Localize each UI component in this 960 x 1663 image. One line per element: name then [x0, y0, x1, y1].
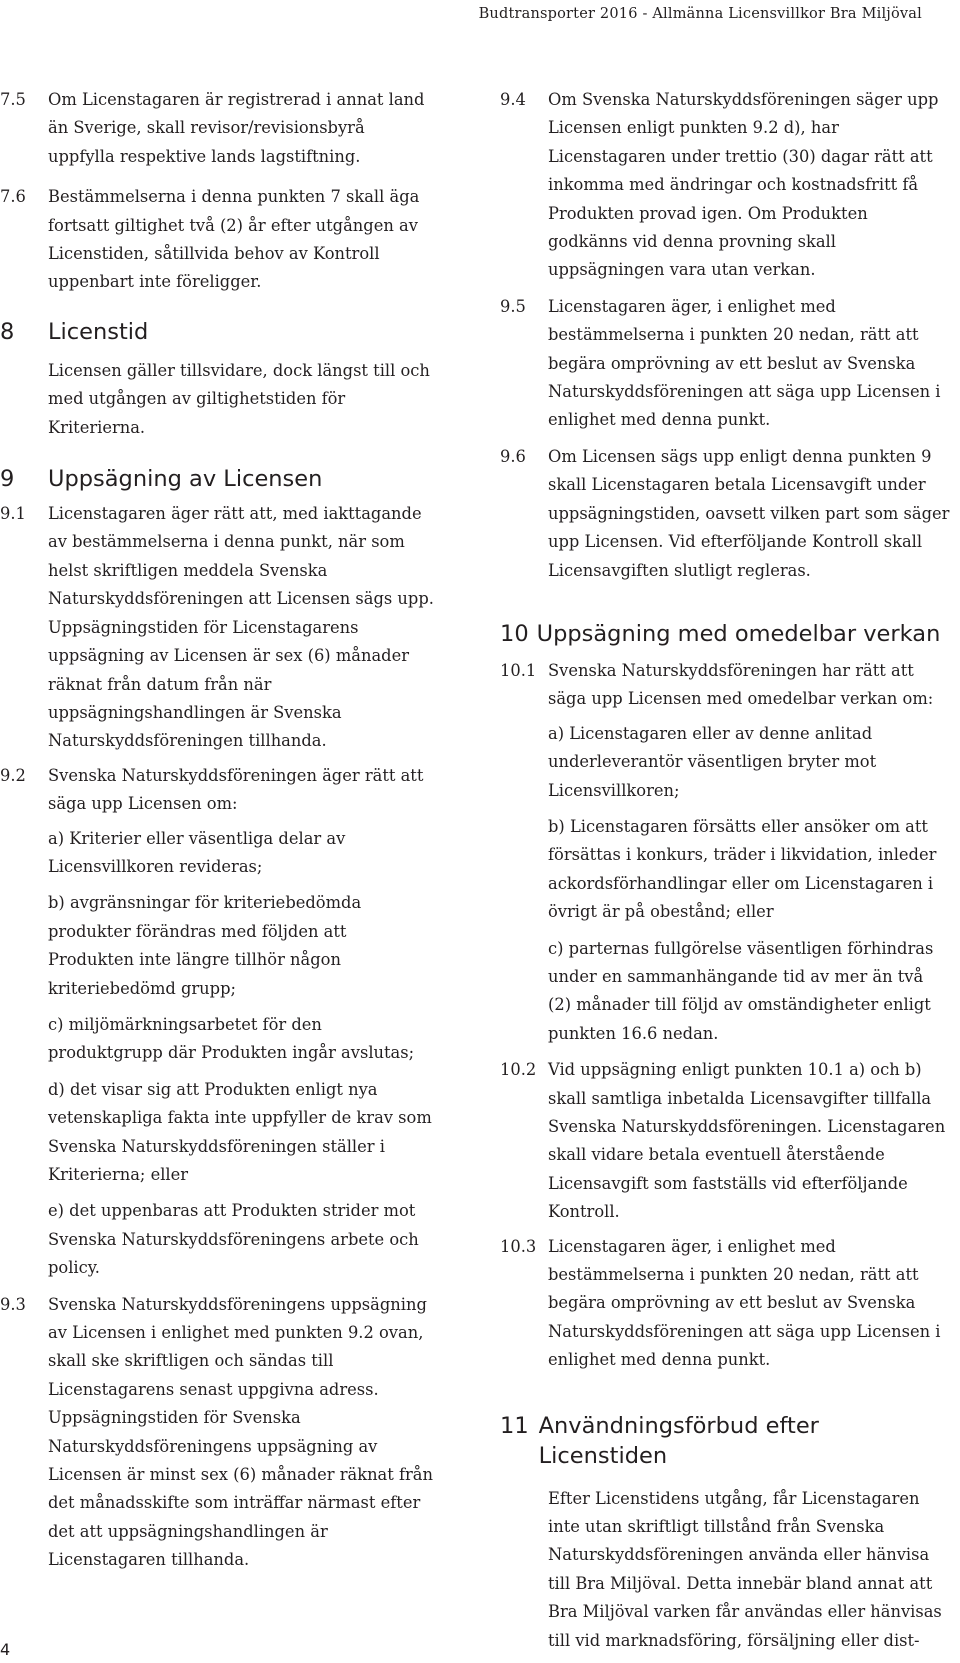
clause-number: 10.1: [500, 660, 537, 680]
clause-text: Svenska Naturskyddsföreningens uppsägning av Licensen i enlighet med punkten 9.2 ovan, skall ske skriftligen och sändas till Licenstagarens senast uppgivna adress. Uppsägningstiden för Svenska Naturskyddsföreningens uppsägning av Licensen är minst sex (6) månader räknat från det månadsskifte som inträffar närmast efter det att uppsägningshandlingen är Licenstagaren tillhanda.: [48, 1294, 433, 1570]
clause-text: Licenstagaren äger, i enlighet med bestämmelserna i punkten 20 nedan, rätt att begära omprövning av ett beslut av Svenska Naturskyddsföreningen att säga upp Licensen i enlighet med denna punkt.: [548, 1236, 941, 1370]
clause-text: Om Licenstagaren är registrerad i annat land än Sverige, skall revisor/revisionsbyrå uppfylla respektive lands lagstiftning.: [48, 90, 425, 166]
heading-title: Användningsförbud efter Licenstiden: [538, 1412, 819, 1469]
heading-number: 10: [500, 620, 529, 647]
clause-9-5: [500, 293, 950, 435]
section-heading-8: [0, 317, 436, 347]
clause-number: 9.4: [500, 90, 526, 109]
section-11-text: Efter Licenstidens utgång, får Licenstagaren inte utan skriftligt tillstånd från Svenska Naturskyddsföreningen använda eller hänvisa till Bra Miljöval. Detta innebär bland annat att Bra Miljöval varken får användas eller hänvisas till vid marknadsföring, försäljning eller dist-: [548, 1488, 942, 1650]
clause-number: 10.2: [500, 1060, 537, 1080]
clause-7-5: [0, 86, 436, 171]
list-item: c) parternas fullgörelse väsentligen förhindras under en sammanhängande tid av mer än två (2) månader till följd av omständigheter enligt punkten 16.6 nedan.: [548, 938, 934, 1043]
section-heading-9: [0, 464, 436, 494]
clause-9-3: [0, 1291, 436, 1575]
clause-number: 9.6: [500, 446, 526, 466]
clause-text: Licenstagaren äger, i enlighet med bestämmelserna i punkten 20 nedan, rätt att begära omprövning av ett beslut av Svenska Naturskyddsföreningen att säga upp Licensen i enlighet med denna punkt.: [548, 296, 941, 430]
list-item: a) Licenstagaren eller av denne anlitad underleverantör väsentligen bryter mot Licensvillkoren;: [548, 723, 877, 800]
clause-text: Om Licensen sägs upp enligt denna punkten 9 skall Licenstagaren betala Licensavgift under uppsägningstiden, oavsett vilken part som säger upp Licensen. Vid efterföljande Kontroll skall Licensavgiften slutligt regleras.: [548, 446, 950, 580]
clause-number: 9.1: [0, 504, 26, 524]
list-item: d) det visar sig att Produkten enligt nya vetenskapliga fakta inte uppfyller de krav som Svenska Naturskyddsföreningen ställer i Kriterierna; eller: [48, 1079, 432, 1184]
heading-title: Uppsägning med omedelbar verkan: [536, 620, 941, 647]
list-item: b) Licenstagaren försätts eller ansöker om att försättas i konkurs, träder i likvidation, inleder ackordsförhandlingar eller om Licenstagaren i övrigt är på obestånd; eller: [548, 816, 937, 922]
page-header: Budtransporter 2016 - Allmänna Licensvillkor Bra Miljöval: [478, 6, 922, 22]
clause-10-1: [500, 657, 950, 714]
clause-7-6: [0, 183, 436, 297]
clause-text: Om Svenska Naturskyddsföreningen säger upp Licensen enligt punkten 9.2 d), har Licenstagaren under trettio (30) dagar rätt att inkomma med ändringar och kostnadsfritt få Produkten provad igen. Om Produkten godkänns vid denna provning skall uppsägningen vara utan verkan.: [548, 90, 939, 280]
clause-text: Svenska Naturskyddsföreningen har rätt att säga upp Licensen med omedelbar verkan om:: [548, 660, 934, 709]
clause-text: Vid uppsägning enligt punkten 10.1 a) och b) skall samtliga inbetalda Licensavgifter tillfalla Svenska Naturskyddsföreningen. Licenstagaren skall vidare betala eventuell återstående Licensavgift som fastställs vid efterföljande Kontroll.: [548, 1060, 946, 1222]
clause-number: 7.6: [0, 187, 26, 207]
right-column: [500, 86, 950, 1661]
clause-10-2: [500, 1056, 950, 1226]
left-column: [0, 86, 436, 1580]
list-item: e) det uppenbaras att Produkten strider mot Svenska Naturskyddsföreningens arbete och policy.: [48, 1201, 419, 1278]
clause-9-6: [500, 443, 950, 585]
clause-text: Svenska Naturskyddsföreningen äger rätt att säga upp Licensen om:: [48, 765, 424, 814]
clause-number: 9.3: [0, 1294, 26, 1314]
clause-10-3: [500, 1233, 950, 1375]
heading-title: Uppsägning av Licensen: [48, 466, 323, 493]
section-heading-10: [500, 619, 950, 649]
list-item: a) Kriterier eller väsentliga delar av Licensvillkoren revideras;: [48, 828, 346, 876]
clause-number: 9.2: [0, 765, 26, 785]
clause-9-1: [0, 500, 436, 756]
heading-number: 8: [0, 318, 15, 345]
clause-9-2: [0, 762, 436, 819]
clause-number: 7.5: [0, 90, 26, 109]
clause-number: 10.3: [500, 1236, 537, 1256]
section-heading-11: [500, 1411, 950, 1471]
list-item: b) avgränsningar för kriteriebedömda produkter förändras med följden att Produkten inte längre tillhör någon kriteriebedömd grupp;: [48, 893, 362, 998]
clause-text: Bestämmelserna i denna punkten 7 skall äga fortsatt giltighet två (2) år efter utgången av Licenstiden, såtillvida behov av Kontroll uppenbart inte föreligger.: [48, 187, 420, 292]
clause-text: Licenstagaren äger rätt att, med iakttagande av bestämmelserna i denna punkt, när som helst skriftligen meddela Svenska Naturskyddsföreningen att Licensen sägs upp. Uppsägningstiden för Licenstagarens uppsägning av Licensen är sex (6) månader räknat från datum från när uppsägningshandlingen är Svenska Naturskyddsföreningen tillhanda.: [48, 504, 434, 751]
heading-number: 11: [500, 1412, 529, 1439]
heading-title: Licenstid: [48, 318, 149, 345]
section-8-text: Licensen gäller tillsvidare, dock längst till och med utgången av giltighetstiden för Kriterierna.: [48, 360, 430, 437]
clause-9-4: [500, 86, 950, 285]
list-item: c) miljömärkningsarbetet för den produktgrupp där Produkten ingår avslutas;: [48, 1014, 415, 1063]
clause-number: 9.5: [500, 296, 526, 316]
page-number: 4: [0, 1640, 11, 1659]
heading-number: 9: [0, 466, 15, 493]
